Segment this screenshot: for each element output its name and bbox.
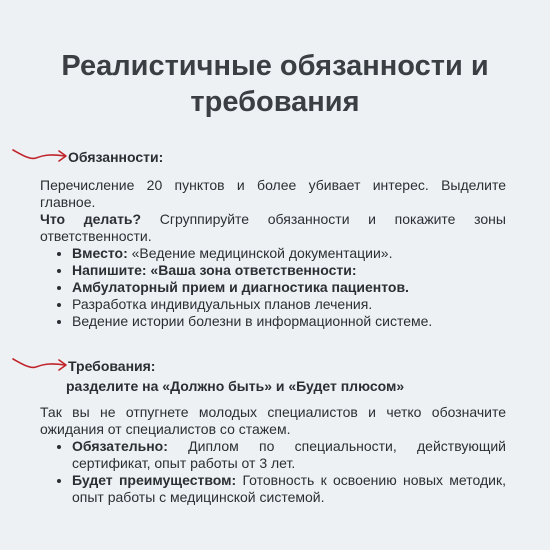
instead-label: Вместо:	[72, 245, 128, 261]
duties-heading: Обязанности:	[68, 149, 164, 165]
requirements-header	[10, 355, 470, 394]
requirements-subheading: разделите на «Должно быть» и «Будет плюсом»	[66, 378, 405, 394]
list-item: • Напишите: «Ваша зона ответственности:	[72, 262, 506, 279]
list-item	[72, 472, 506, 506]
duties-intro: Перечисление 20 пунктов и более убивает интерес. Выделите главное.	[40, 177, 506, 210]
list-item: • Амбулаторный прием и диагностика пациентов.	[72, 279, 506, 296]
required-label: Обязательно:	[72, 438, 168, 454]
requirements-list	[40, 438, 506, 506]
plus-label: Будет преимуществом:	[72, 472, 237, 488]
requirements-heading: Требования:	[68, 358, 156, 374]
requirements-intro: Так вы не отпугнете молодых специалистов и четко обозначите ожидания от специалистов со стажем.	[40, 404, 506, 437]
curved-arrow-icon	[10, 355, 70, 377]
list-item: • Ведение истории болезни в информационной системе.	[72, 313, 506, 330]
curved-arrow-icon	[10, 146, 70, 168]
duties-header	[10, 146, 210, 168]
list-item	[72, 245, 506, 262]
list-item: • Разработка индивидуальных планов лечения.	[72, 296, 506, 313]
list-item	[72, 438, 506, 472]
instead-text: «Ведение медицинской документации».	[127, 245, 393, 261]
duties-whattodo	[40, 211, 506, 245]
duties-list	[40, 245, 506, 330]
whattodo-label: Что делать?	[40, 211, 142, 227]
requirements-body	[40, 404, 506, 506]
required-text: Диплом по специальности, действующий сертификат, опыт работы от 3 лет.	[72, 438, 506, 471]
page-title: Реалистичные обязанности и требования	[61, 50, 489, 118]
plus-text: Готовность к освоению новых методик, опыт работы с медицинской системой.	[72, 472, 506, 505]
whattodo-text: Сгруппируйте обязанности и покажите зоны ответственности.	[40, 211, 506, 244]
duties-body	[40, 177, 506, 330]
